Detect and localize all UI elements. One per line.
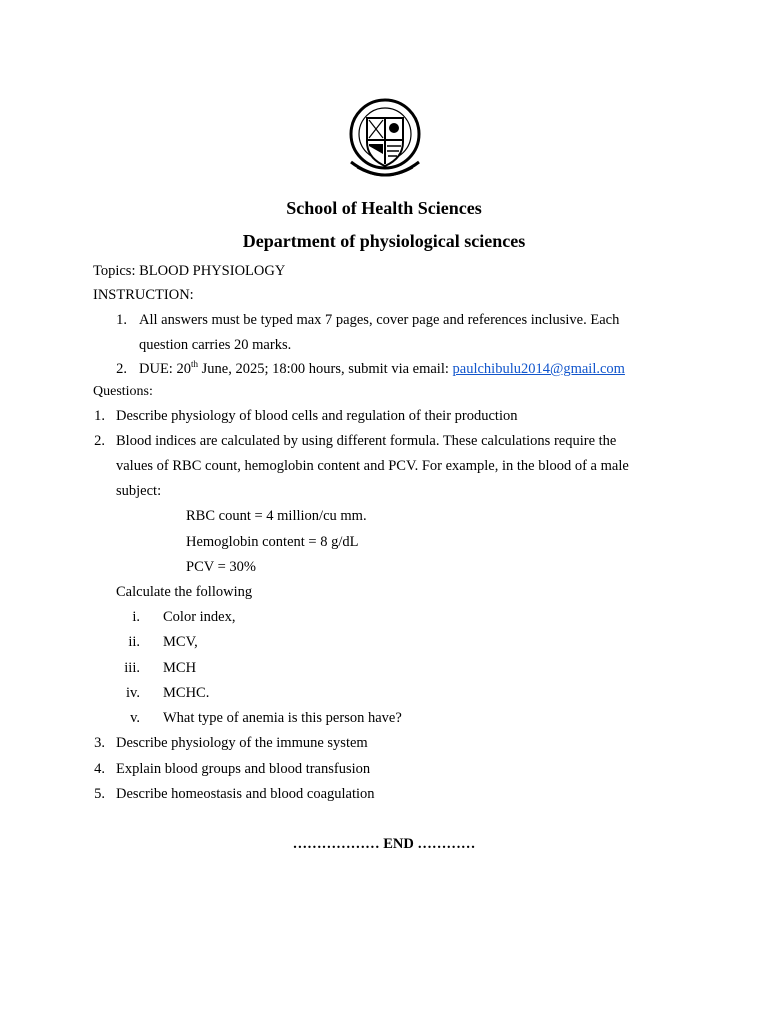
- question-number: 2.: [94, 433, 105, 449]
- question-text: Describe homeostasis and blood coagulation: [116, 786, 375, 802]
- due-time-text: June, 2025; 18:00 hours, submit via email:: [197, 361, 453, 377]
- sub-question-text: MCH: [163, 660, 197, 676]
- rbc-count-value: RBC count = 4 million/cu mm.: [186, 508, 367, 524]
- sub-question-text: What type of anemia is this person have?: [163, 710, 402, 726]
- sub-question-number: iv.: [126, 685, 140, 701]
- instruction-due-line: [139, 361, 625, 378]
- question-text: Describe physiology of the immune system: [116, 735, 368, 751]
- pcv-value: PCV = 30%: [186, 559, 256, 575]
- email-link[interactable]: paulchibulu2014@gmail.com: [452, 361, 625, 377]
- question-number: 5.: [94, 786, 105, 802]
- sub-question-text: Color index,: [163, 609, 236, 625]
- sub-question-number: i.: [132, 609, 140, 625]
- question-number: 3.: [94, 735, 105, 751]
- due-date-text: DUE: 20: [139, 361, 191, 377]
- end-marker: ……………… END …………: [292, 836, 476, 852]
- instruction-text: question carries 20 marks.: [139, 337, 292, 353]
- sub-question-number: ii.: [128, 634, 140, 650]
- sub-question-number: v.: [130, 710, 140, 726]
- question-number: 1.: [94, 408, 105, 424]
- sub-question-number: iii.: [124, 660, 140, 676]
- department-title: Department of physiological sciences: [242, 231, 526, 251]
- sub-question-text: MCV,: [163, 634, 198, 650]
- hemoglobin-value: Hemoglobin content = 8 g/dL: [186, 534, 359, 550]
- question-text: subject:: [116, 483, 162, 499]
- sub-question-text: MCHC.: [163, 685, 210, 701]
- questions-label: Questions:: [93, 384, 153, 399]
- instruction-text: All answers must be typed max 7 pages, cover page and references inclusive. Each: [139, 312, 620, 328]
- question-number: 4.: [94, 761, 105, 777]
- date-suffix: th: [190, 359, 198, 370]
- question-text: Describe physiology of blood cells and regulation of their production: [116, 408, 518, 424]
- question-text: Explain blood groups and blood transfusion: [116, 761, 371, 777]
- question-text: Blood indices are calculated by using different formula. These calculations require the: [116, 433, 617, 449]
- topics-line: Topics: BLOOD PHYSIOLOGY: [93, 263, 286, 279]
- university-seal-icon: [345, 96, 425, 188]
- calculate-label: Calculate the following: [116, 584, 253, 600]
- school-title: School of Health Sciences: [286, 198, 482, 218]
- instruction-label: INSTRUCTION:: [93, 287, 194, 303]
- question-text: values of RBC count, hemoglobin content and PCV. For example, in the blood of a male: [116, 458, 629, 474]
- instruction-number: 1.: [116, 312, 127, 328]
- instruction-number: 2.: [116, 361, 127, 377]
